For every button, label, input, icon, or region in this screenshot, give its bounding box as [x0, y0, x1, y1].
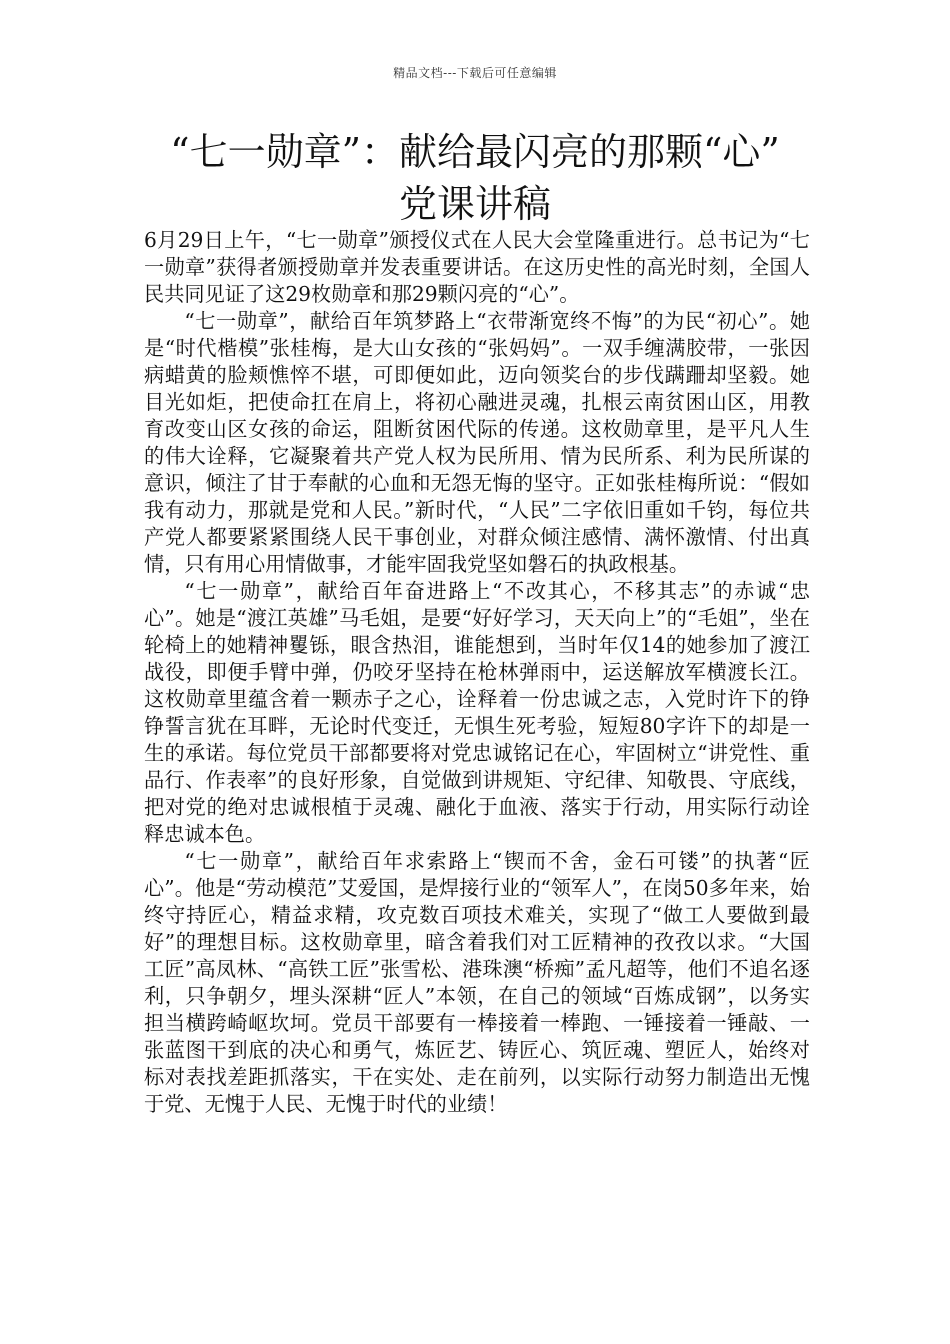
title-line-2: 党课讲稿: [398, 182, 551, 226]
paragraph-jiangxin: “七一勋章”，献给百年求索路上“锲而不舍，金石可镂”的执著“匠心”。他是“劳动模范”艾爱国，是焊接行业的“领军人”，在岗50多年来，始终守持匠心，精益求精，攻克数百项技术难关，实现了“做工人要做到最好”的理想目标。这枚勋章里，暗含着我们对工匠精神的孜孜以求。“大国工匠”高凤林、“高铁工匠”张雪松、港珠澳“桥痴”孟凡超等，他们不追名逐利，只争朝夕，埋头深耕“匠人”本领，在自己的领域“百炼成钢”，以务实担当横跨崎岖坎坷。党员干部要有一棒接着一棒跑、一锤接着一锤敲、一张蓝图干到底的决心和勇气，炼匠艺、铸匠心、筑匠魂、塑匠人，始终对标对表找差距抓落实，干在实处、走在前列，以实际行动努力制造出无愧于党、无愧于人民、无愧于时代的业绩！: [144, 849, 810, 1116]
paragraph-zhongxin: “七一勋章”，献给百年奋进路上“不改其心，不移其志”的赤诚“忠心”。她是“渡江英雄”马毛姐，是要“好好学习，天天向上”的“毛姐”，坐在轮椅上的她精神矍铄，眼含热泪，谁能想到，当时年仅14的她参加了渡江战役，即便手臂中弹，仍咬牙坚持在枪林弹雨中，运送解放军横渡长江。这枚勋章里蕴含着一颗赤子之心，诠释着一份忠诚之志，入党时许下的铮铮誓言犹在耳畔，无论时代变迁，无惧生死考验，短短80字许下的却是一生的承诺。每位党员干部都要将对党忠诚铭记在心，牢固树立“讲党性、重品行、作表率”的良好形象，自觉做到讲规矩、守纪律、知敬畏、守底线，把对党的绝对忠诚根植于灵魂、融化于血液、落实于行动，用实际行动诠释忠诚本色。: [144, 579, 810, 846]
header-note: 精品文档---下载后可任意编辑: [393, 66, 557, 80]
title-line-1: “七一勋章”：献给最闪亮的那颗“心”: [170, 130, 780, 174]
document-body: [144, 227, 810, 1118]
paragraph-intro: 6月29日上午，“七一勋章”颁授仪式在人民大会堂隆重进行。总书记为“七一勋章”获得者颁授勋章并发表重要讲话。在这历史性的高光时刻，全国人民共同见证了这29枚勋章和那29颗闪亮的“心”。: [144, 228, 810, 306]
paragraph-chuxin: “七一勋章”，献给百年筑梦路上“衣带渐宽终不悔”的为民“初心”。她是“时代楷模”张桂梅，是大山女孩的“张妈妈”。一双手缠满胶带，一张因病蜡黄的脸颊憔悴不堪，可即便如此，迈向领奖台的步伐蹒跚却坚毅。她目光如炬，把使命扛在肩上，将初心融进灵魂，扎根云南贫困山区，用教育改变山区女孩的命运，阻断贫困代际的传递。这枚勋章里，是平凡人生的伟大诠释，它凝聚着共产党人权为民所用、情为民所系、利为民所谋的意识，倾注了甘于奉献的心血和无怨无悔的坚守。正如张桂梅所说：“假如我有动力，那就是党和人民。”新时代，“人民”二字依旧重如千钧，每位共产党人都要紧紧围绕人民干事创业，对群众倾注感情、满怀激情、付出真情，只有用心用情做事，才能牢固我党坚如磐石的执政根基。: [144, 309, 810, 576]
page-title: [60, 126, 890, 230]
